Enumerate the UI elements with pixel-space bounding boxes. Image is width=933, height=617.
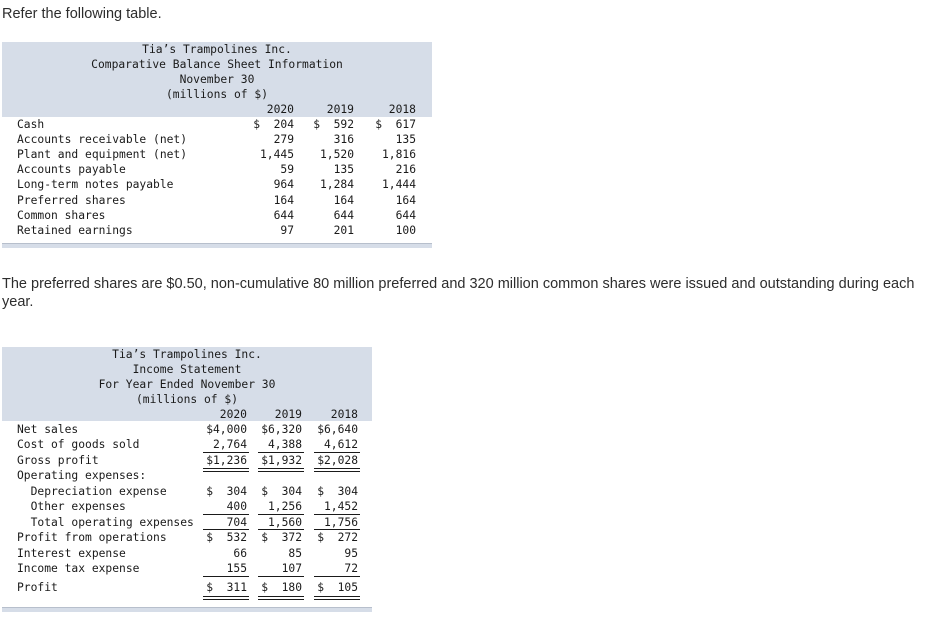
preferred-shares-note: The preferred shares are $0.50, non-cumulative 80 million preferred and 320 million common shares were issued and outstanding during each year.: [2, 276, 915, 310]
balance-cell-2019: 316: [333, 133, 354, 147]
balance-cell-2018: 1,816: [381, 148, 416, 162]
single-underline: [314, 529, 360, 530]
balance-row-label: Accounts receivable (net): [17, 133, 188, 147]
income-cell-2018: $ 272: [317, 531, 358, 544]
income-footer-bar: [2, 607, 372, 612]
income-cell-2019: 107: [281, 562, 302, 575]
balance-cell-2018: 164: [395, 193, 416, 207]
income-cell-2020: $4,000: [206, 423, 247, 436]
single-underline: [203, 514, 249, 515]
balance-cell-2020: 279: [273, 133, 294, 147]
income-cell-2018: 1,756: [323, 516, 358, 529]
income-cell-2019: $ 180: [261, 581, 302, 594]
income-row-label: Interest expense: [17, 547, 126, 560]
balance-row-label: Plant and equipment (net): [17, 148, 188, 162]
balance-sheet-table: [2, 42, 432, 252]
balance-cell-2020: 97: [280, 223, 294, 237]
balance-title-date: November 30: [179, 73, 255, 86]
balance-row-label: Long-term notes payable: [17, 178, 174, 192]
balance-cell-2020: 164: [273, 193, 294, 207]
double-underline: [203, 468, 249, 472]
single-underline: [203, 576, 249, 577]
balance-title-units: (millions of $): [165, 88, 269, 101]
balance-cell-2019: $ 592: [313, 118, 354, 131]
income-cell-2020: $ 532: [206, 531, 247, 544]
income-cell-2020: 155: [226, 562, 247, 575]
balance-cell-2019: 644: [333, 208, 354, 222]
balance-row-label: Cash: [17, 118, 45, 131]
balance-cell-2018: 216: [395, 163, 416, 177]
income-title-units: (millions of $): [135, 393, 239, 406]
income-cell-2020: $ 304: [206, 485, 247, 498]
single-underline: [314, 452, 360, 453]
double-underline: [203, 596, 249, 600]
income-row-label: Income tax expense: [17, 562, 140, 575]
balance-cell-2018: 135: [395, 133, 416, 147]
balance-cell-2018: 644: [395, 208, 416, 222]
income-row-label: Profit: [17, 581, 58, 594]
balance-year-2018: 2018: [388, 103, 416, 116]
income-cell-2018: 4,612: [323, 438, 358, 451]
income-cell-2020: 66: [233, 547, 247, 560]
income-row-label: Net sales: [17, 423, 79, 436]
single-underline: [314, 514, 360, 515]
balance-cell-2020: 644: [273, 208, 294, 222]
single-underline: [258, 514, 304, 515]
balance-title-company: Tia’s Trampolines Inc.: [142, 43, 292, 56]
income-cell-2019: 85: [288, 547, 302, 560]
balance-cell-2019: 164: [333, 193, 354, 207]
balance-cell-2019: 1,284: [319, 178, 354, 192]
income-title-period: For Year Ended November 30: [98, 378, 276, 391]
income-year-2018: 2018: [330, 408, 358, 421]
balance-cell-2018: 100: [395, 223, 416, 237]
balance-cell-2020: $ 204: [253, 118, 294, 131]
income-row-label: Cost of goods sold: [17, 438, 140, 451]
income-cell-2018: 1,452: [323, 500, 358, 513]
single-underline: [203, 529, 249, 530]
balance-cell-2018: 1,444: [381, 178, 416, 192]
income-row-label: Profit from operations: [17, 531, 167, 544]
double-underline: [314, 468, 360, 472]
income-year-2020: 2020: [219, 408, 247, 421]
income-row-label: Total operating expenses: [17, 516, 194, 529]
balance-cell-2019: 1,520: [319, 148, 354, 162]
balance-cell-2020: 1,445: [259, 148, 294, 162]
income-cell-2019: $1,932: [261, 454, 302, 467]
income-row-label: Operating expenses:: [17, 469, 147, 482]
income-cell-2020: 400: [226, 500, 247, 513]
income-cell-2020: 704: [226, 516, 247, 529]
income-cell-2018: 72: [344, 562, 358, 575]
double-underline: [258, 468, 304, 472]
income-cell-2018: $ 105: [317, 581, 358, 594]
income-cell-2018: $2,028: [317, 454, 358, 467]
single-underline: [314, 576, 360, 577]
income-cell-2019: 1,256: [267, 500, 302, 513]
income-cell-2020: $ 311: [206, 581, 247, 594]
income-cell-2018: 95: [344, 547, 358, 560]
balance-cell-2020: 964: [273, 178, 294, 192]
income-row-label: Other expenses: [17, 500, 126, 513]
balance-title-statement: Comparative Balance Sheet Information: [91, 58, 343, 71]
balance-row-label: Retained earnings: [17, 223, 133, 237]
balance-row-label: Common shares: [17, 208, 106, 222]
income-year-2019: 2019: [274, 408, 302, 421]
income-cell-2020: $1,236: [206, 454, 247, 467]
income-title-statement: Income Statement: [132, 363, 242, 376]
income-cell-2019: $ 372: [261, 531, 302, 544]
income-row-label: Depreciation expense: [17, 485, 167, 498]
balance-year-2019: 2019: [326, 103, 354, 116]
income-cell-2019: $6,320: [261, 423, 302, 436]
balance-row-label: Preferred shares: [17, 193, 126, 207]
income-title-company: Tia’s Trampolines Inc.: [112, 348, 262, 361]
double-underline: [314, 596, 360, 600]
single-underline: [258, 452, 304, 453]
single-underline: [258, 529, 304, 530]
income-cell-2018: $6,640: [317, 423, 358, 436]
income-cell-2018: $ 304: [317, 485, 358, 498]
single-underline: [203, 452, 249, 453]
balance-row-label: Accounts payable: [17, 163, 126, 177]
double-underline: [258, 596, 304, 600]
income-cell-2019: 4,388: [267, 438, 302, 451]
balance-cell-2018: $ 617: [375, 118, 416, 131]
balance-year-2020: 2020: [266, 103, 294, 116]
intro-text: Refer the following table.: [2, 6, 162, 22]
income-cell-2019: 1,560: [267, 516, 302, 529]
income-row-label: Gross profit: [17, 454, 99, 467]
balance-cell-2019: 135: [333, 163, 354, 177]
balance-cell-2019: 201: [333, 223, 354, 237]
income-cell-2019: $ 304: [261, 485, 302, 498]
balance-cell-2020: 59: [280, 163, 294, 177]
single-underline: [258, 576, 304, 577]
balance-footer-bar: [2, 243, 432, 248]
income-cell-2020: 2,764: [212, 438, 247, 451]
income-statement-table: [2, 347, 372, 615]
